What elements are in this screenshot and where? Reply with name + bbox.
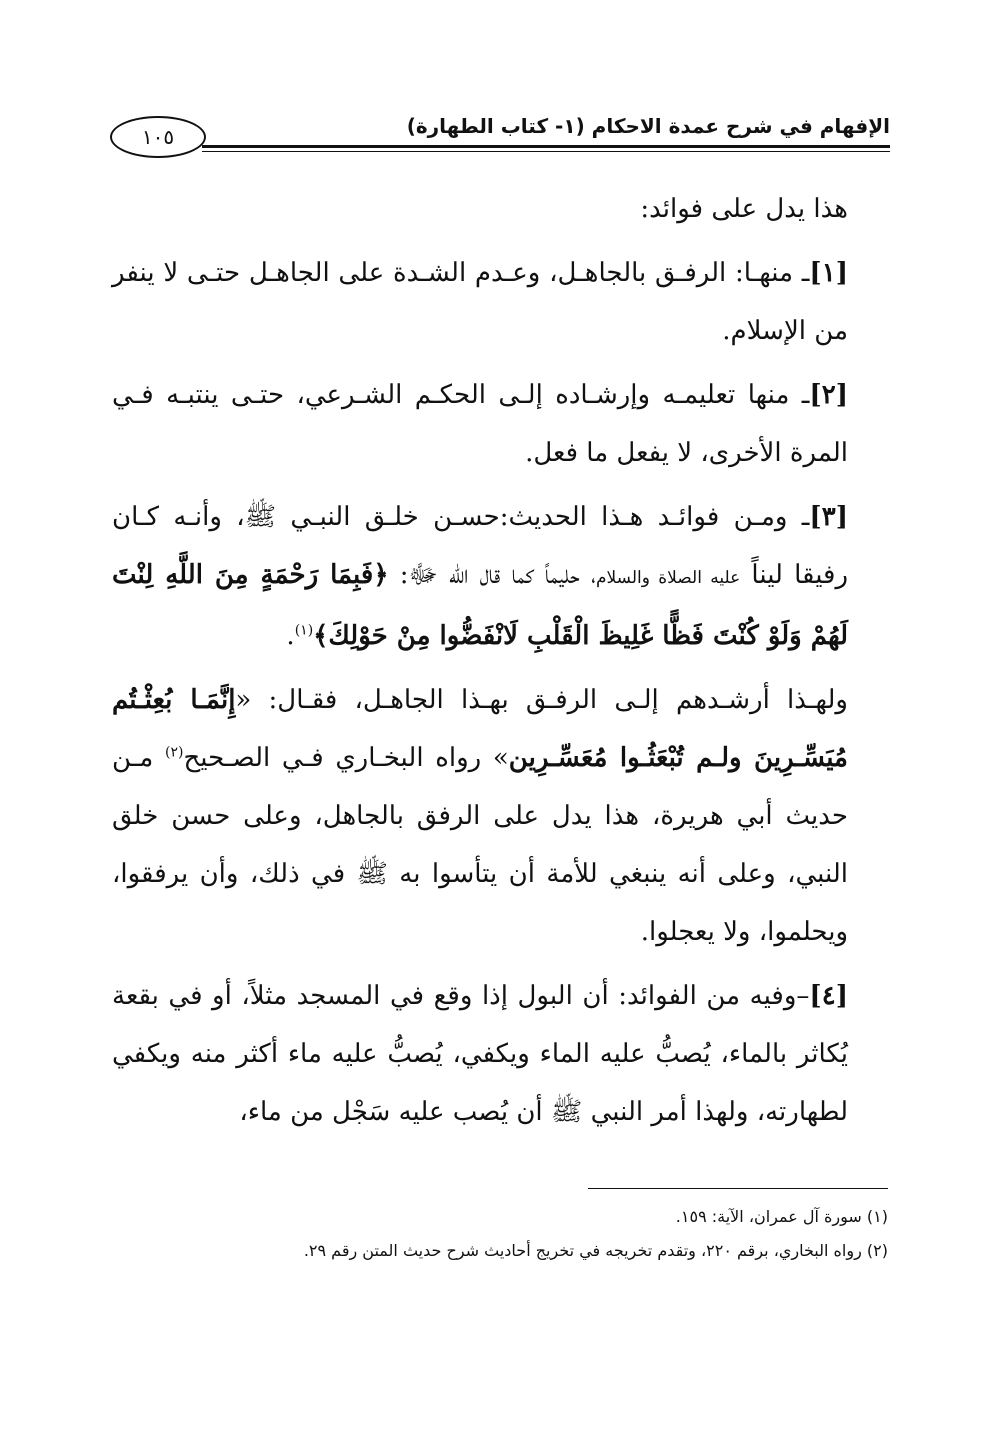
honorific-phrase: عليه الصلاة والسلام: [596, 568, 741, 588]
hadith-intro-text: ولهـذا أرشـدهم إلـى الرفـق بهـذا الجاهـل، فقـال: «: [235, 685, 848, 715]
page-number: ١٠٥: [141, 125, 175, 149]
benefit-text-3b: ، حليماً كما قال الله ﷻ:: [388, 560, 596, 590]
hadith-commentary-text: مـن حديث أبي هريرة، هذا يدل على الرفق بالجاهل، وعلى حسن خلق النبي، وعلى أنه ينبغي للأمة أن يتأسوا به ﷺ في ذلك، وأن يرفقوا، ويحلموا، ولا يعجلوا.: [112, 743, 849, 947]
benefit-number-3: [٣]: [809, 502, 848, 532]
benefit-number-1: [١]: [809, 258, 848, 288]
paragraph-benefit-1: [112, 244, 890, 360]
benefit-number-4: [٤]: [809, 981, 848, 1011]
footnotes: [108, 1200, 888, 1268]
quran-verse: ﴿فَبِمَا رَحْمَةٍ مِنَ اللَّهِ لِنْتَ لَهُمْ وَلَوْ كُنْتَ فَظًّا غَلِيظَ الْقَلْبِ لَانْفَضُّوا مِنْ حَوْلِكَ﴾: [112, 560, 848, 651]
header-rule-thick: [202, 145, 890, 148]
book-title: الإفهام في شرح عمدة الاحكام (١- كتاب الطهارة): [406, 114, 890, 138]
footnote-1: (١) سورة آل عمران، الآية: ١٥٩.: [675, 1207, 888, 1226]
benefit-text-3a: ـ ومـن فوائـد هـذا الحديث:حسـن خلـق النبـي ﷺ، وأنـه كـان رفيقا ليناً: [112, 502, 849, 590]
paragraph-hadith: [112, 671, 890, 961]
benefit-text-1: ـ منهـا: الرفـق بالجاهـل، وعـدم الشـدة على الجاهـل حتـى لا ينفر من الإسلام.: [112, 258, 848, 346]
footnote-ref-1[interactable]: (١): [294, 622, 314, 639]
paragraph-intro: [112, 180, 890, 238]
paragraph-benefit-3: [112, 488, 890, 665]
paragraph-benefit-2: [112, 366, 890, 482]
header-rule-thin: [202, 151, 890, 152]
footnote-2: (٢) رواه البخاري، برقم ٢٢٠، وتقدم تخريجه في تخريج أحاديث شرح حديث المتن رقم ٢٩.: [303, 1241, 888, 1260]
paragraph-intro-text: هذا يدل على فوائد:: [640, 194, 848, 224]
benefit-text-2: ـ منها تعليمـه وإرشـاده إلـى الحكـم الشـرعي، حتـى ينتبـه فـي المرة الأخرى، لا يفعل ما فعل.: [112, 380, 848, 468]
benefit-number-2: [٢]: [809, 380, 848, 410]
footnote-ref-2[interactable]: (٢): [165, 744, 184, 761]
page-number-badge: [110, 116, 206, 158]
main-text: [112, 180, 890, 1147]
paragraph-benefit-4: [112, 967, 890, 1141]
footnote-separator: [588, 1188, 888, 1189]
hadith-source-text: » رواه البخـاري فـي الصـحيح: [183, 743, 509, 773]
hadith-quote: إِنَّمَـا بُعِثْـتُم مُيَسِّـرِينَ ولـم تُبْعَثُـوا مُعَسِّـرِين: [112, 685, 848, 773]
page-header: [110, 108, 890, 160]
benefit-text-4: –وفيه من الفوائد: أن البول إذا وقع في المسجد مثلاً، أو في بقعة يُكاثر بالماء، يُصبُّ عليه الماء ويكفي، يُصبُّ عليه ماء أكثر منه ويكفي لطهارته، ولهذا أمر النبي ﷺ أن يُصب عليه سَجْل من ماء،: [112, 981, 848, 1127]
benefit-text-3c: .: [286, 621, 295, 651]
